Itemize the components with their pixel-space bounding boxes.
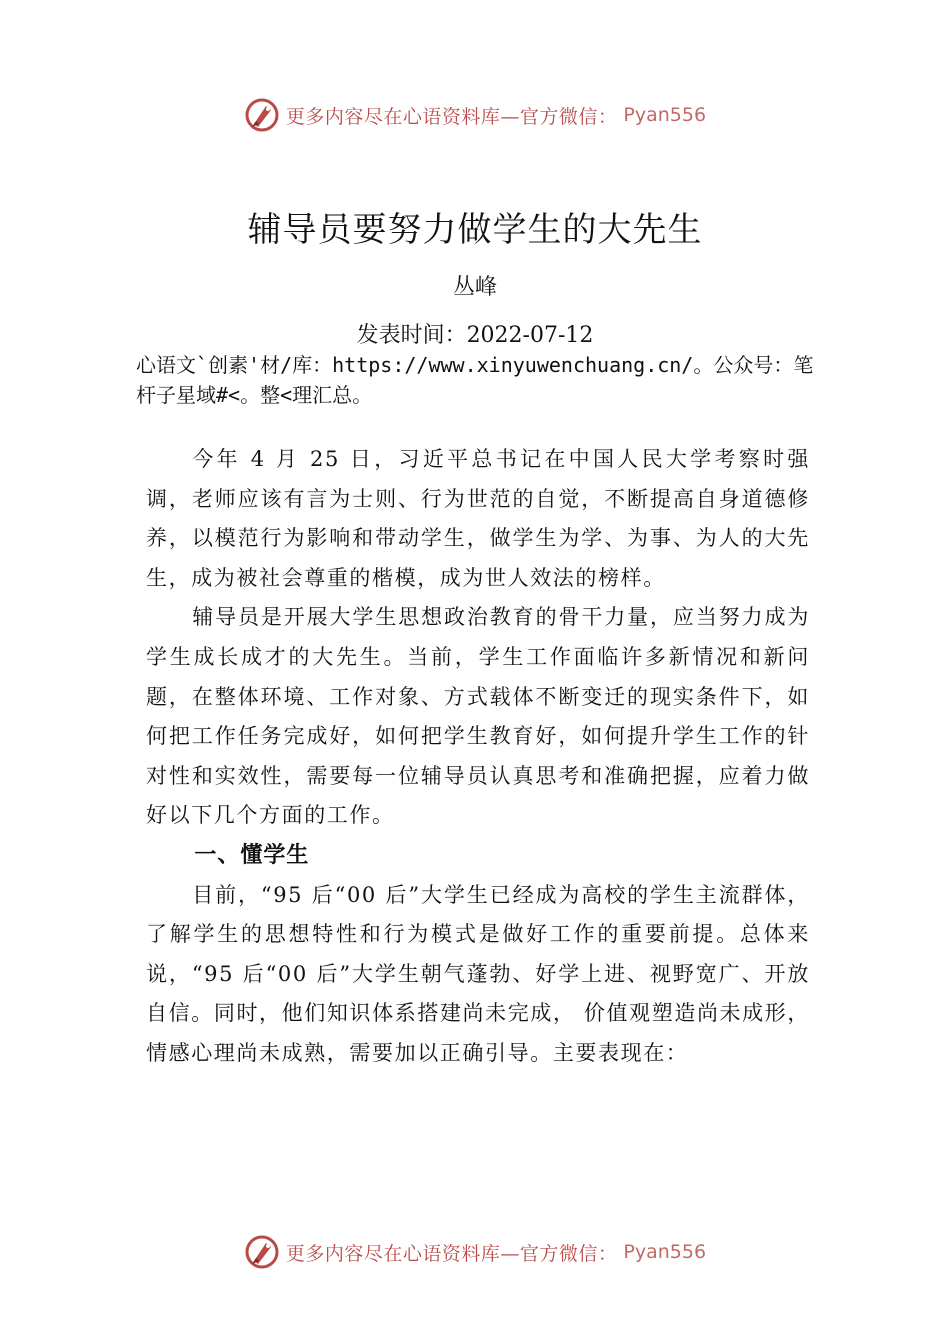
banner-wechat-id: Pyan556 <box>623 1241 707 1263</box>
paragraph-2: 辅导员是开展大学生思想政治教育的骨干力量，应当努力成为学生成长成才的大先生。当前，学生工作面临许多新情况和新问题，在整体环境、工作对象、方式载体不断变迁的现实条件下，如何把工作任务完成好，如何把学生教育好，如何提升学生工作的针对性和实效性，需要每一位辅导员认真思考和准确把握，应着力做好以下几个方面的工作。 <box>146 605 810 828</box>
article-pubdate: 发表时间：2022-07-12 <box>356 323 594 348</box>
paragraph-3: 目前，“95 后“00 后”大学生已经成为高校的学生主流群体，了解学生的思想特性和行为模式是做好工作的重要前提。总体来说，“95 后“00 后”大学生朝气蓬勃、好学上进、视野宽广、开放自信。同时，他们知识体系搭建尚未完成， 价值观塑造尚未成形，情感心理尚未成熟，需要加以正确引导。主要表现在： <box>146 882 810 1065</box>
article-title: 辅导员要努力做学生的大先生 <box>247 210 703 250</box>
section-heading-1: 一、懂学生 <box>194 842 310 868</box>
banner-wechat-id: Pyan556 <box>623 104 707 126</box>
article-author: 丛峰 <box>452 275 497 300</box>
banner-text: 更多内容尽在心语资料库—官方微信： <box>285 105 618 128</box>
source-note: 心语文`创素'材/库：https://www.xinyuwenchuang.cn/。公众号：笔杆子星域#<。整<理汇总。 <box>136 353 814 407</box>
pen-nib-icon <box>244 1234 280 1270</box>
banner-text: 更多内容尽在心语资料库—官方微信： <box>285 1242 618 1265</box>
footer-banner <box>0 1232 950 1272</box>
header-banner <box>0 95 950 135</box>
article-body <box>146 440 810 1074</box>
paragraph-1: 今年 4 月 25 日，习近平总书记在中国人民大学考察时强调，老师应该有言为士则、行为世范的自觉，不断提高自身道德修养，以模范行为影响和带动学生，做学生为学、为事、为人的大先生，成为被社会尊重的楷模，成为世人效法的榜样。 <box>146 447 810 590</box>
pen-nib-icon <box>244 97 280 133</box>
